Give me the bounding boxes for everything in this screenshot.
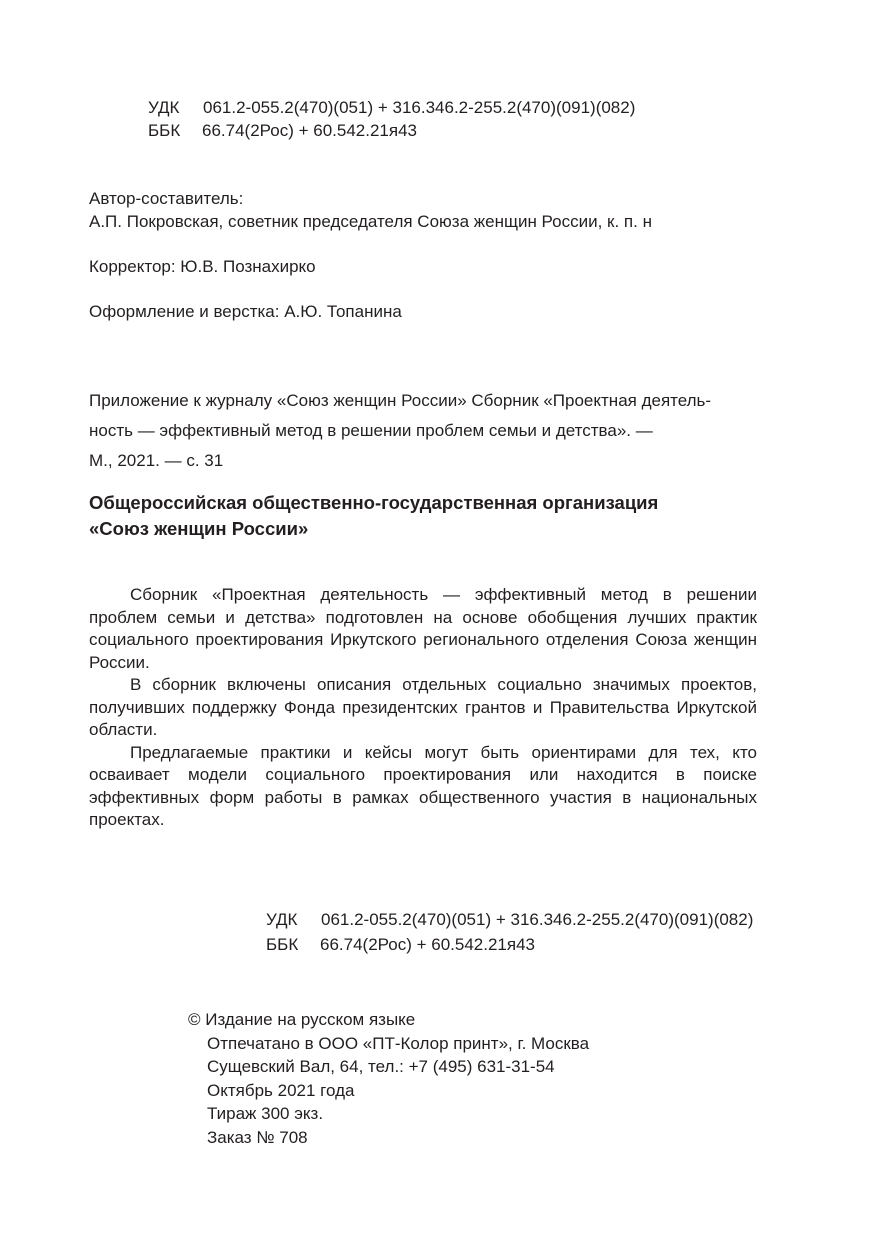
- udk-value-bottom: 061.2-055.2(470)(051) + 316.346.2-255.2(470)(091)(082): [321, 910, 754, 929]
- abstract-paragraph: В сборник включены описания отдельных социально значимых проектов, получивших поддержку Фонда президентских грантов и Правительства Иркутской области.: [89, 675, 757, 739]
- copyright-line: © Издание на русском языке: [188, 1010, 416, 1029]
- corrector-credit: Корректор: Ю.В. Познахирко: [89, 257, 316, 276]
- annex-line: М., 2021. — с. 31: [89, 451, 224, 470]
- annex-citation: [89, 386, 739, 476]
- annex-line: ность — эффективный метод в решении проблем семьи и детства». —: [89, 421, 653, 440]
- printer-line: Отпечатано в ООО «ПТ-Колор принт», г. Москва: [207, 1033, 590, 1053]
- abstract: [89, 584, 757, 832]
- organization-line: Общероссийская общественно-государственная организация: [89, 492, 659, 513]
- bbk-value-bottom: 66.74(2Рос) + 60.542.21я43: [320, 935, 535, 954]
- circulation-line: Тираж 300 экз.: [207, 1104, 324, 1123]
- order-line: Заказ № 708: [207, 1127, 308, 1147]
- author-label: Автор-составитель:: [89, 189, 244, 208]
- design-credit: Оформление и верстка: А.Ю. Топанина: [89, 302, 402, 321]
- annex-line: Приложение к журналу «Союз женщин России» Сборник «Проектная деятель-: [89, 391, 712, 410]
- bbk-value-top: 66.74(2Рос) + 60.542.21я43: [202, 121, 417, 140]
- organization-heading: [89, 490, 789, 542]
- abstract-paragraph: Сборник «Проектная деятельность — эффективный метод в решении проблем семьи и детства» подготовлен на основе обобщения лучших практик социального проектирования Иркутского регионального отделения Союза женщин России.: [89, 585, 757, 672]
- bbk-label-bottom: ББК: [266, 935, 299, 954]
- udk-label-top: УДК: [148, 98, 180, 117]
- author-name: А.П. Покровская, советник председателя Союза женщин России, к. п. н: [89, 212, 652, 231]
- imprint-block: [188, 1008, 589, 1149]
- bbk-label-top: ББК: [148, 121, 181, 140]
- address-line: Сущевский Вал, 64, тел.: +7 (495) 631-31-54: [207, 1057, 555, 1076]
- organization-name: «Союз женщин России»: [89, 518, 309, 539]
- abstract-paragraph: Предлагаемые практики и кейсы могут быть ориентирами для тех, кто осваивает модели социального проектирования или находится в поиске эффективных форм работы в рамках общественного участия в национальных проектах.: [89, 742, 757, 829]
- udk-value-top: 061.2-055.2(470)(051) + 316.346.2-255.2(470)(091)(082): [203, 98, 636, 117]
- udk-label-bottom: УДК: [266, 910, 298, 929]
- date-line: Октябрь 2021 года: [207, 1080, 355, 1100]
